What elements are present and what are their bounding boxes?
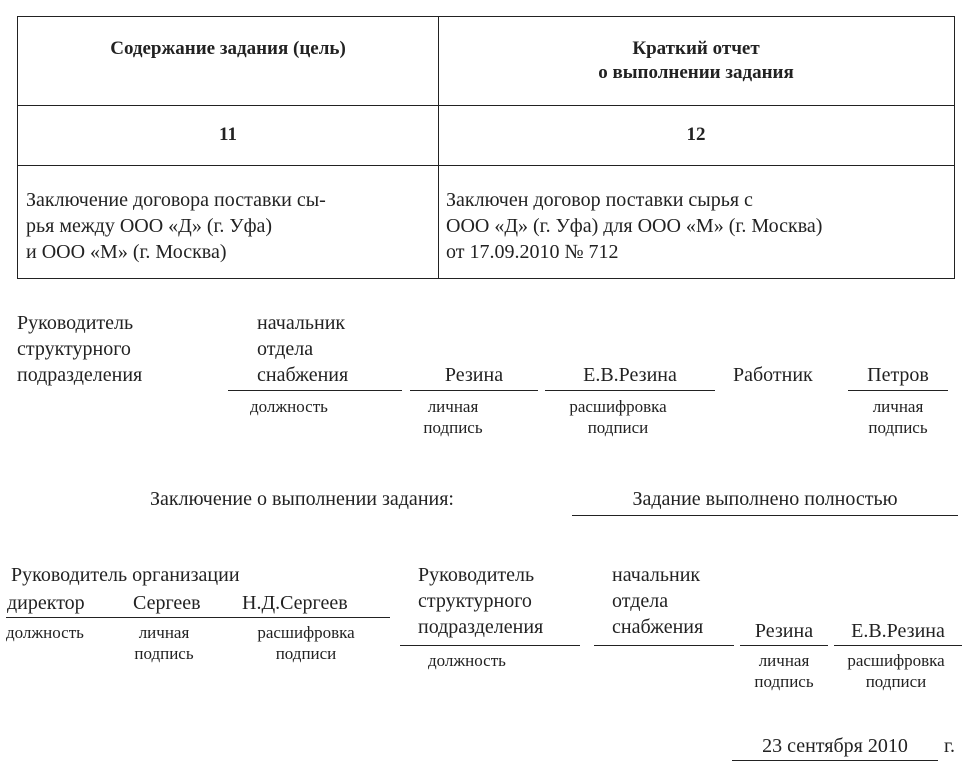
caption-position: должность bbox=[250, 397, 328, 416]
worker-signature-line bbox=[848, 390, 948, 391]
table-header-task: Содержание задания (цель) bbox=[110, 38, 346, 59]
org-position: директор bbox=[7, 592, 85, 614]
org-head-label: Руководитель организации bbox=[11, 564, 240, 586]
date-line bbox=[732, 760, 938, 761]
org-caption-signature: личная подпись bbox=[134, 623, 194, 663]
date-suffix: г. bbox=[944, 735, 955, 757]
unit-head-label-2: Руководитель структурного подразделения bbox=[418, 564, 544, 638]
task-table bbox=[17, 16, 955, 279]
caption-name: расшифровка подписи bbox=[569, 397, 667, 437]
table-header-divider bbox=[18, 105, 954, 106]
org-signature: Сергеев bbox=[133, 592, 201, 614]
unit-caption-position: должность bbox=[428, 651, 506, 670]
org-signature-line bbox=[6, 617, 390, 618]
position-line bbox=[228, 390, 402, 391]
unit-position-line-2 bbox=[594, 645, 734, 646]
table-column-number-12: 12 bbox=[686, 124, 706, 145]
conclusion-value: Задание выполнено полностью bbox=[632, 488, 898, 510]
date-value: 23 сентября 2010 bbox=[762, 735, 908, 757]
signature-line bbox=[410, 390, 538, 391]
worker-signature: Петров bbox=[867, 364, 929, 386]
signature-value: Резина bbox=[444, 364, 504, 386]
name-value: Е.В.Резина bbox=[583, 364, 677, 386]
table-cell-task: Заключение договора поставки сы- рья между ООО «Д» (г. Уфа) и ООО «М» (г. Москва) bbox=[26, 189, 326, 263]
unit-head-label: Руководитель структурного подразделения bbox=[17, 312, 143, 386]
name-line bbox=[545, 390, 715, 391]
org-caption-name: расшифровка подписи bbox=[257, 623, 355, 663]
position-value: начальник отдела снабжения bbox=[257, 312, 349, 386]
caption-signature: личная подпись bbox=[423, 397, 483, 437]
unit-position: начальник отдела снабжения bbox=[612, 564, 704, 638]
unit-caption-signature: личная подпись bbox=[754, 651, 814, 691]
org-caption-position: должность bbox=[6, 623, 84, 642]
org-name: Н.Д.Сергеев bbox=[242, 592, 348, 614]
table-column-number-11: 11 bbox=[219, 124, 237, 145]
caption-worker-signature: личная подпись bbox=[868, 397, 928, 437]
unit-caption-name: расшифровка подписи bbox=[847, 651, 945, 691]
unit-signature-line bbox=[740, 645, 828, 646]
table-number-divider bbox=[18, 165, 954, 166]
worker-label: Работник bbox=[733, 364, 813, 386]
table-header-report: Краткий отчет о выполнении задания bbox=[598, 38, 794, 83]
unit-position-line bbox=[400, 645, 580, 646]
unit-name: Е.В.Резина bbox=[851, 620, 945, 642]
conclusion-label: Заключение о выполнении задания: bbox=[150, 488, 454, 510]
unit-signature: Резина bbox=[754, 620, 814, 642]
conclusion-line bbox=[572, 515, 958, 516]
table-cell-report: Заключен договор поставки сырья с ООО «Д» (г. Уфа) для ООО «М» (г. Москва) от 17.09.2010 № 712 bbox=[446, 189, 823, 263]
unit-name-line bbox=[834, 645, 962, 646]
